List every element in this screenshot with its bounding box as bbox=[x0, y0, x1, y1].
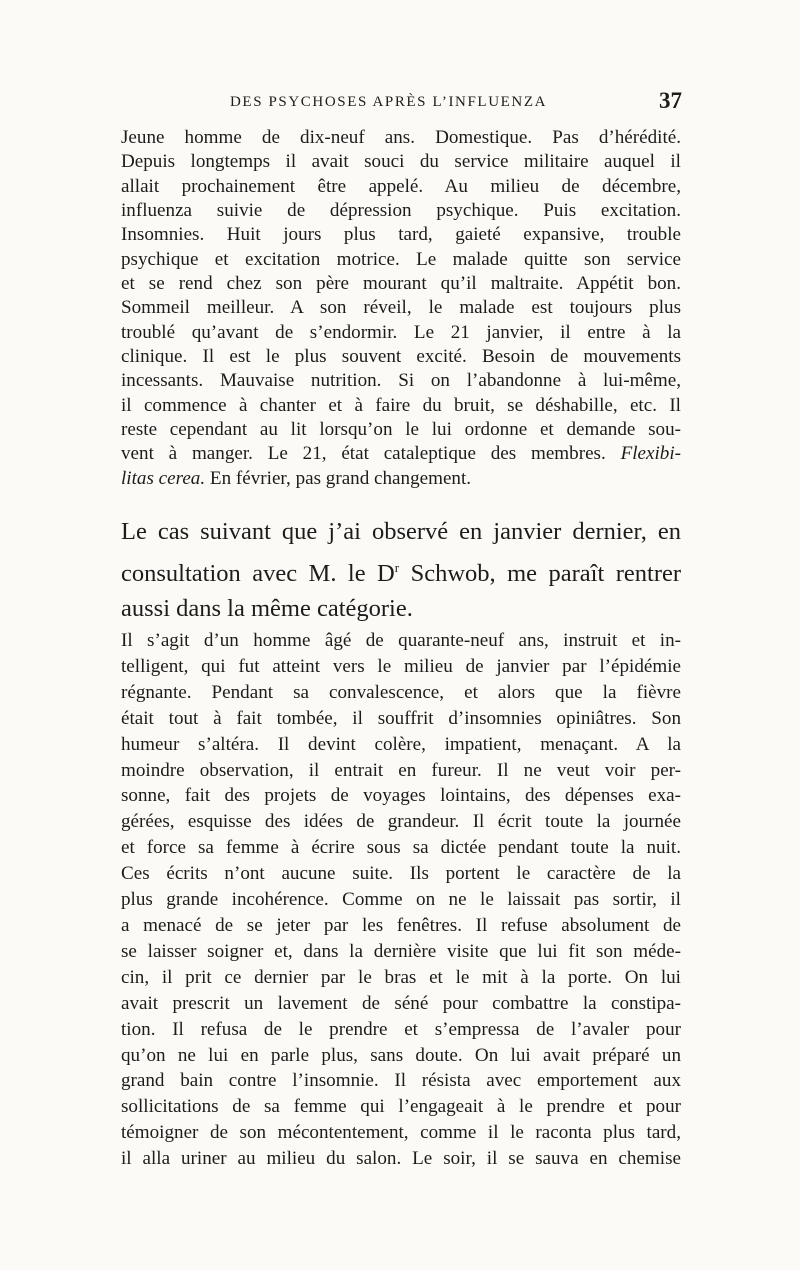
text-line: Le cas suivant que j’ai observé en janvier dernier, en bbox=[121, 518, 681, 545]
text-segment: consultation avec M. le D bbox=[121, 559, 395, 587]
text-line: il commence à chanter et à faire du bruit, se déshabille, etc. Il bbox=[121, 394, 681, 416]
text-line: et force sa femme à écrire sous sa dictée pendant toute la nuit. bbox=[121, 837, 681, 859]
case-paragraph-1 bbox=[121, 126, 681, 491]
page-header bbox=[120, 88, 682, 118]
text-line: se laisser soigner et, dans la dernière visite que lui fit son méde- bbox=[121, 940, 681, 962]
text-line: Sommeil meilleur. A son réveil, le malade est toujours plus bbox=[121, 297, 681, 319]
text-line bbox=[121, 467, 681, 491]
text-line: Ces écrits n’ont aucune suite. Ils portent le caractère de la bbox=[121, 863, 681, 885]
text-segment: vent à manger. Le 21, état cataleptique des membres. bbox=[121, 443, 606, 465]
text-line: Insomnies. Huit jours plus tard, gaieté expansive, trouble bbox=[121, 224, 681, 246]
text-line: aussi dans la même catégorie. bbox=[121, 595, 413, 623]
text-line: Il s’agit d’un homme âgé de quarante-neuf ans, instruit et in- bbox=[121, 630, 681, 651]
running-title: DES PSYCHOSES APRÈS L’INFLUENZA bbox=[230, 94, 548, 110]
text-line: influenza suivie de dépression psychique. Puis excitation. bbox=[121, 200, 681, 222]
text-line: Depuis longtemps il avait souci du service militaire auquel il bbox=[121, 151, 681, 173]
text-segment: En février, pas grand changement. bbox=[209, 467, 472, 489]
case-paragraph-2 bbox=[121, 628, 681, 1172]
text-line: Jeune homme de dix-neuf ans. Domestique. Pas d’hérédité. bbox=[121, 127, 681, 148]
text-line: allait prochainement être appelé. Au milieu de décembre, bbox=[121, 175, 681, 197]
text-line bbox=[121, 550, 681, 592]
text-line: il alla uriner au milieu du salon. Le soir, il se sauva en chemise bbox=[121, 1148, 681, 1170]
text-line: gérées, esquisse des idées de grandeur. Il écrit toute la journée bbox=[121, 811, 681, 833]
page-number: 37 bbox=[659, 88, 682, 113]
latin-term: Flexibi- bbox=[620, 443, 681, 465]
text-line: plus grande incohérence. Comme on ne le laissait pas sortir, il bbox=[121, 889, 681, 911]
text-line: sollicitations de sa femme qui l’engageait à le prendre et pour bbox=[121, 1096, 681, 1118]
text-line: moindre observation, il entrait en fureur. Il ne veut voir per- bbox=[121, 759, 681, 781]
intro-paragraph bbox=[121, 514, 681, 627]
text-segment: Schwob, me paraît rentrer bbox=[410, 559, 681, 587]
text-line: qu’on ne lui en parle plus, sans doute. On lui avait préparé un bbox=[121, 1044, 681, 1066]
text-line: était tout à fait tombée, il souffrit d’insomnies opiniâtres. Son bbox=[121, 707, 681, 729]
text-line: incessants. Mauvaise nutrition. Si on l’abandonne à lui-même, bbox=[121, 370, 681, 392]
text-line: sonne, fait des projets de voyages lointains, des dépenses exa- bbox=[121, 785, 681, 807]
text-line: grand bain contre l’insomnie. Il résista avec emportement aux bbox=[121, 1070, 681, 1092]
latin-term: litas cerea. bbox=[121, 467, 206, 489]
text-line: clinique. Il est le plus souvent excité. Besoin de mouvements bbox=[121, 346, 681, 368]
text-line: avait prescrit un lavement de séné pour combattre la constipa- bbox=[121, 992, 681, 1014]
text-line: tion. Il refusa de le prendre et s’empressa de l’avaler pour bbox=[121, 1018, 681, 1040]
text-line: a menacé de se jeter par les fenêtres. Il refuse absolument de bbox=[121, 914, 681, 936]
text-line: humeur s’altéra. Il devint colère, impatient, menaçant. A la bbox=[121, 733, 681, 755]
text-line: reste cependant au lit lorsqu’on le lui ordonne et demande sou- bbox=[121, 419, 681, 441]
text-line: cin, il prit ce dernier par le bras et le mit à la porte. On lui bbox=[121, 966, 681, 988]
text-line bbox=[121, 442, 681, 466]
text-line: psychique et excitation motrice. Le malade quitte son service bbox=[121, 248, 681, 270]
text-line: telligent, qui fut atteint vers le milieu de janvier par l’épidémie bbox=[121, 655, 681, 677]
text-line: témoigner de son mécontentement, comme il le raconta plus tard, bbox=[121, 1122, 681, 1144]
text-line: régnante. Pendant sa convalescence, et alors que la fièvre bbox=[121, 681, 681, 703]
superscript: r bbox=[394, 559, 400, 575]
text-line: troublé qu’avant de s’endormir. Le 21 janvier, il entre à la bbox=[121, 321, 681, 343]
text-line: et se rend chez son père mourant qu’il maltraite. Appétit bon. bbox=[121, 273, 681, 295]
